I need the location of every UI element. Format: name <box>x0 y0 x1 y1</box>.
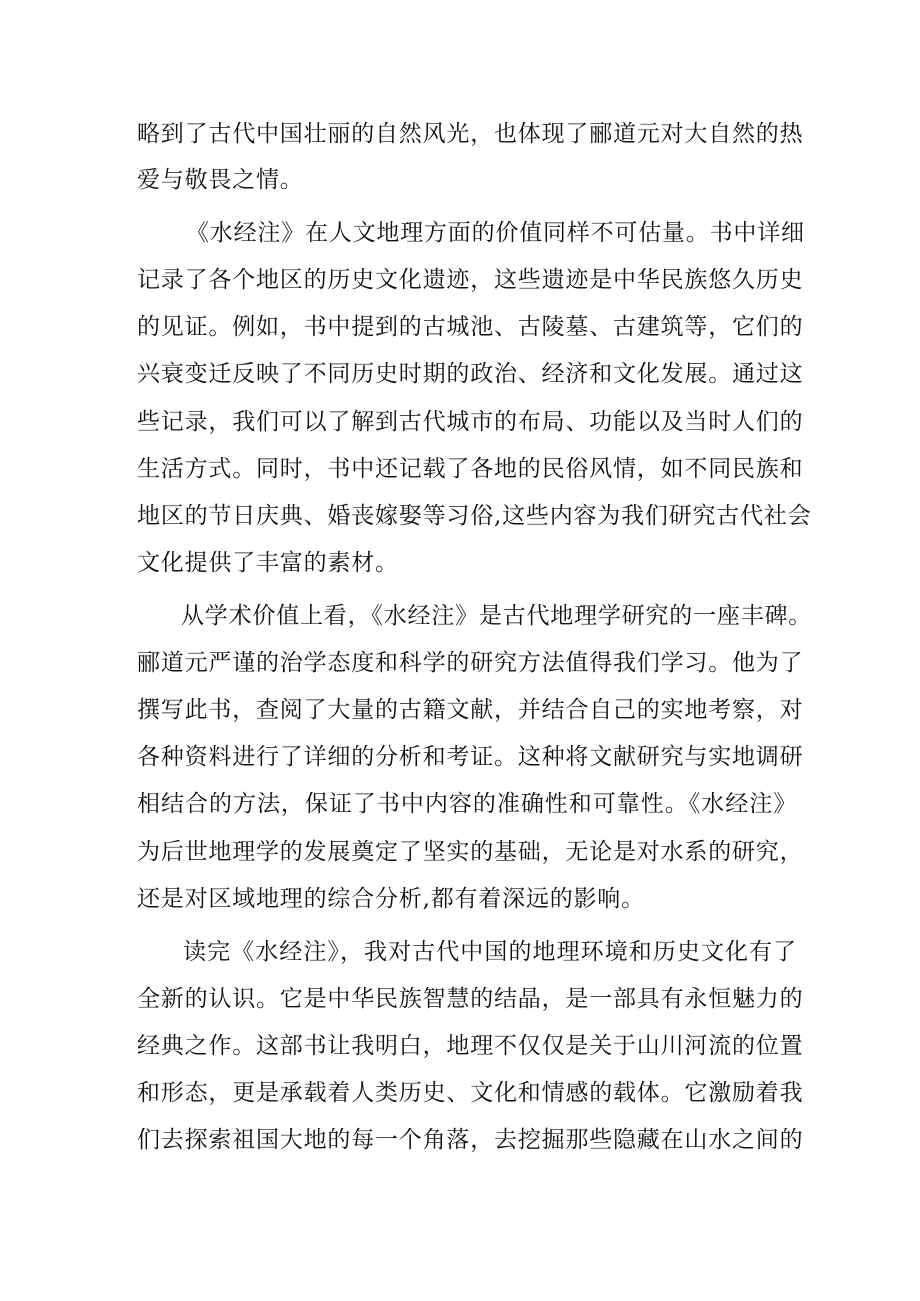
text-line: 爱与敬畏之情。 <box>137 167 304 193</box>
text-line: 读完《水经注》，我对古代中国的地理环境和历史文化有了 <box>183 939 797 965</box>
text-line: 郦道元严谨的治学态度和科学的研究方法值得我们学习。他为了 <box>137 650 804 676</box>
text-line: 的见证。例如，书中提到的古城池、古陵墓、古建筑等，它们的 <box>137 314 804 340</box>
text-line: 记录了各个地区的历史文化遗迹，这些遗迹是中华民族悠久历史 <box>137 267 804 293</box>
text-line: 生活方式。同时，书中还记载了各地的民俗风情，如不同民族和 <box>137 456 804 482</box>
text-line: 相结合的方法，保证了书中内容的准确性和可靠性。《水经注》 <box>137 791 797 817</box>
text-line: 从学术价值上看，《水经注》是古代地理学研究的一座丰碑。 <box>181 603 813 629</box>
text-line: 兴衰变迁反映了不同历史时期的政治、经济和文化发展。通过这 <box>137 361 804 387</box>
text-line: 还是对区域地理的综合分析,都有着深远的影响。 <box>137 886 645 912</box>
text-line: 些记录，我们可以了解到古代城市的布局、功能以及当时人们的 <box>137 409 804 435</box>
text-line: 略到了古代中国壮丽的自然风光，也体现了郦道元对大自然的热 <box>137 121 804 147</box>
text-line: 和形态，更是承载着人类历史、文化和情感的载体。它激励着我 <box>137 1080 804 1106</box>
text-line: 《水经注》在人文地理方面的价值同样不可估量。书中详细 <box>186 220 805 246</box>
text-line: 为后世地理学的发展奠定了坚实的基础，无论是对水系的研究， <box>137 839 804 865</box>
text-line: 地区的节日庆典、婚丧嫁娶等习俗,这些内容为我们研究古代社会 <box>137 503 812 529</box>
text-line: 全新的认识。它是中华民族智慧的结晶，是一部具有永恒魅力的 <box>137 986 804 1012</box>
text-line: 文化提供了丰富的素材。 <box>137 550 399 576</box>
text-line: 撰写此书，查阅了大量的古籍文献，并结合自己的实地考察，对 <box>137 697 804 723</box>
text-line: 经典之作。这部书让我明白，地理不仅仅是关于山川河流的位置 <box>137 1033 804 1059</box>
text-line: 们去探索祖国大地的每一个角落，去挖掘那些隐藏在山水之间的 <box>137 1127 804 1153</box>
text-line: 各种资料进行了详细的分析和考证。这种将文献研究与实地调研 <box>137 744 804 770</box>
